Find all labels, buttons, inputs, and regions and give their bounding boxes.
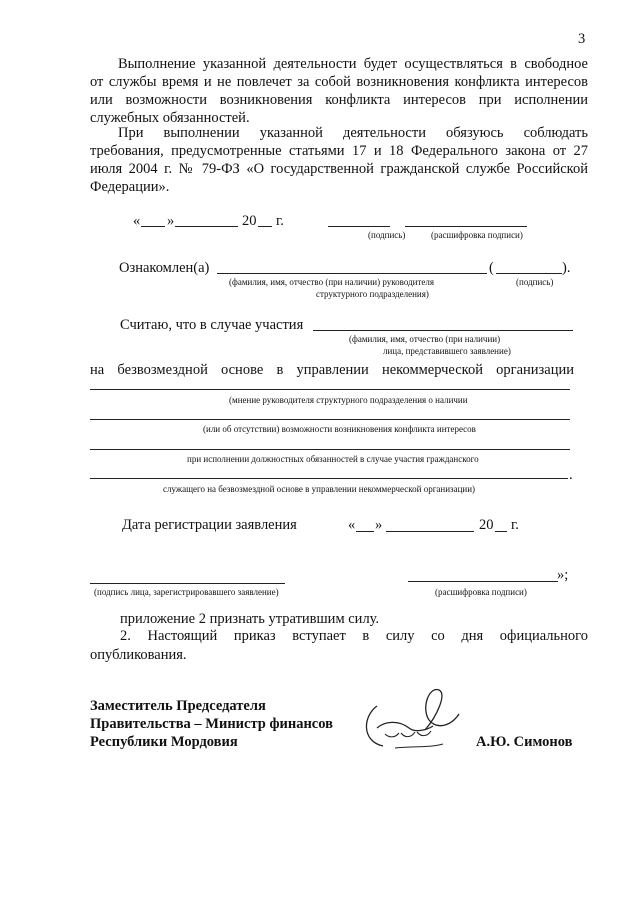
quote-close: » bbox=[167, 213, 175, 229]
paragraph-line: или возможности возникновения конфликта интересов при исполнении bbox=[90, 92, 588, 108]
day-blank bbox=[356, 531, 374, 532]
signatory-title: Правительства – Министр финансов bbox=[90, 716, 333, 732]
year-prefix: 20 bbox=[242, 213, 257, 229]
trailing-dot: . bbox=[569, 467, 573, 483]
opinion-label: Считаю, что в случае участия bbox=[120, 317, 304, 333]
opinion-blank bbox=[90, 449, 570, 450]
opinion-caption: (мнение руководителя структурного подразделения о наличии bbox=[229, 395, 468, 405]
participant-caption: (фамилия, имя, отчество (при наличии) bbox=[349, 334, 501, 344]
year-suffix: г. bbox=[511, 517, 519, 533]
quote-open: « bbox=[348, 517, 356, 533]
registrar-decode-blank bbox=[408, 581, 558, 582]
participant-name-blank bbox=[313, 330, 573, 331]
participant-caption: лица, представившего заявление) bbox=[383, 346, 511, 356]
decode-blank bbox=[405, 226, 527, 227]
acquainted-name-blank bbox=[217, 273, 487, 274]
handwritten-signature bbox=[355, 686, 475, 756]
paragraph-line: служебных обязанностей. bbox=[90, 110, 250, 126]
signature-caption: (подпись) bbox=[368, 230, 406, 240]
opinion-caption: служащего на безвозмездной основе в управлении некоммерческой организации) bbox=[163, 484, 476, 494]
day-blank bbox=[141, 226, 165, 227]
registrar-caption: (подпись лица, зарегистрировавшего заявление) bbox=[94, 587, 279, 597]
decode-caption: (расшифровка подписи) bbox=[435, 587, 527, 597]
page-number: 3 bbox=[578, 31, 586, 47]
paragraph-line: от службы время и не повлечет за собой возникновения конфликта интересов bbox=[90, 74, 588, 90]
opinion-blank bbox=[90, 419, 570, 420]
paragraph-line: июля 2004 г. № 79-ФЗ «О государственной гражданской службе Российской bbox=[90, 161, 588, 177]
paragraph-line: При выполнении указанной деятельности обязуюсь соблюдать bbox=[118, 125, 588, 141]
year-suffix: г. bbox=[276, 213, 284, 229]
closing-line: приложение 2 признать утратившим силу. bbox=[120, 611, 380, 627]
quote-close: » bbox=[375, 517, 383, 533]
name-caption: (фамилия, имя, отчество (при наличии) руководителя bbox=[229, 277, 435, 287]
paragraph-line: требования, предусмотренные статьями 17 и 18 Федерального закона от 27 bbox=[90, 143, 588, 159]
year-blank bbox=[495, 531, 507, 532]
year-blank bbox=[258, 226, 272, 227]
month-blank bbox=[386, 531, 474, 532]
registration-label: Дата регистрации заявления bbox=[122, 517, 297, 533]
name-caption: структурного подразделения) bbox=[316, 289, 429, 299]
paren-close: ). bbox=[562, 260, 571, 276]
end-mark: »; bbox=[557, 567, 569, 583]
signatory-title: Республики Мордовия bbox=[90, 734, 238, 750]
opinion-blank bbox=[90, 389, 570, 390]
paragraph-line: Федерации». bbox=[90, 179, 170, 195]
registrar-signature-blank bbox=[90, 583, 285, 584]
acquainted-label: Ознакомлен(а) bbox=[119, 260, 210, 276]
signatory-name: А.Ю. Симонов bbox=[476, 734, 573, 750]
closing-line: опубликования. bbox=[90, 647, 187, 663]
opinion-line: на безвозмездной основе в управлении некоммерческой организации bbox=[90, 362, 574, 378]
year-prefix: 20 bbox=[479, 517, 494, 533]
quote-open: « bbox=[133, 213, 141, 229]
paren-open: ( bbox=[489, 260, 494, 276]
acquainted-signature-blank bbox=[496, 273, 562, 274]
signature-blank bbox=[328, 226, 390, 227]
signature-caption: (подпись) bbox=[516, 277, 554, 287]
opinion-caption: (или об отсутствии) возможности возникновения конфликта интересов bbox=[203, 424, 476, 434]
decode-caption: (расшифровка подписи) bbox=[431, 230, 523, 240]
closing-line: 2. Настоящий приказ вступает в силу со дня официального bbox=[120, 628, 588, 644]
opinion-blank bbox=[90, 478, 568, 479]
paragraph-line: Выполнение указанной деятельности будет осуществляться в свободное bbox=[118, 56, 588, 72]
month-blank bbox=[175, 226, 238, 227]
opinion-caption: при исполнении должностных обязанностей в случае участия гражданского bbox=[187, 454, 479, 464]
signatory-title: Заместитель Председателя bbox=[90, 698, 266, 714]
